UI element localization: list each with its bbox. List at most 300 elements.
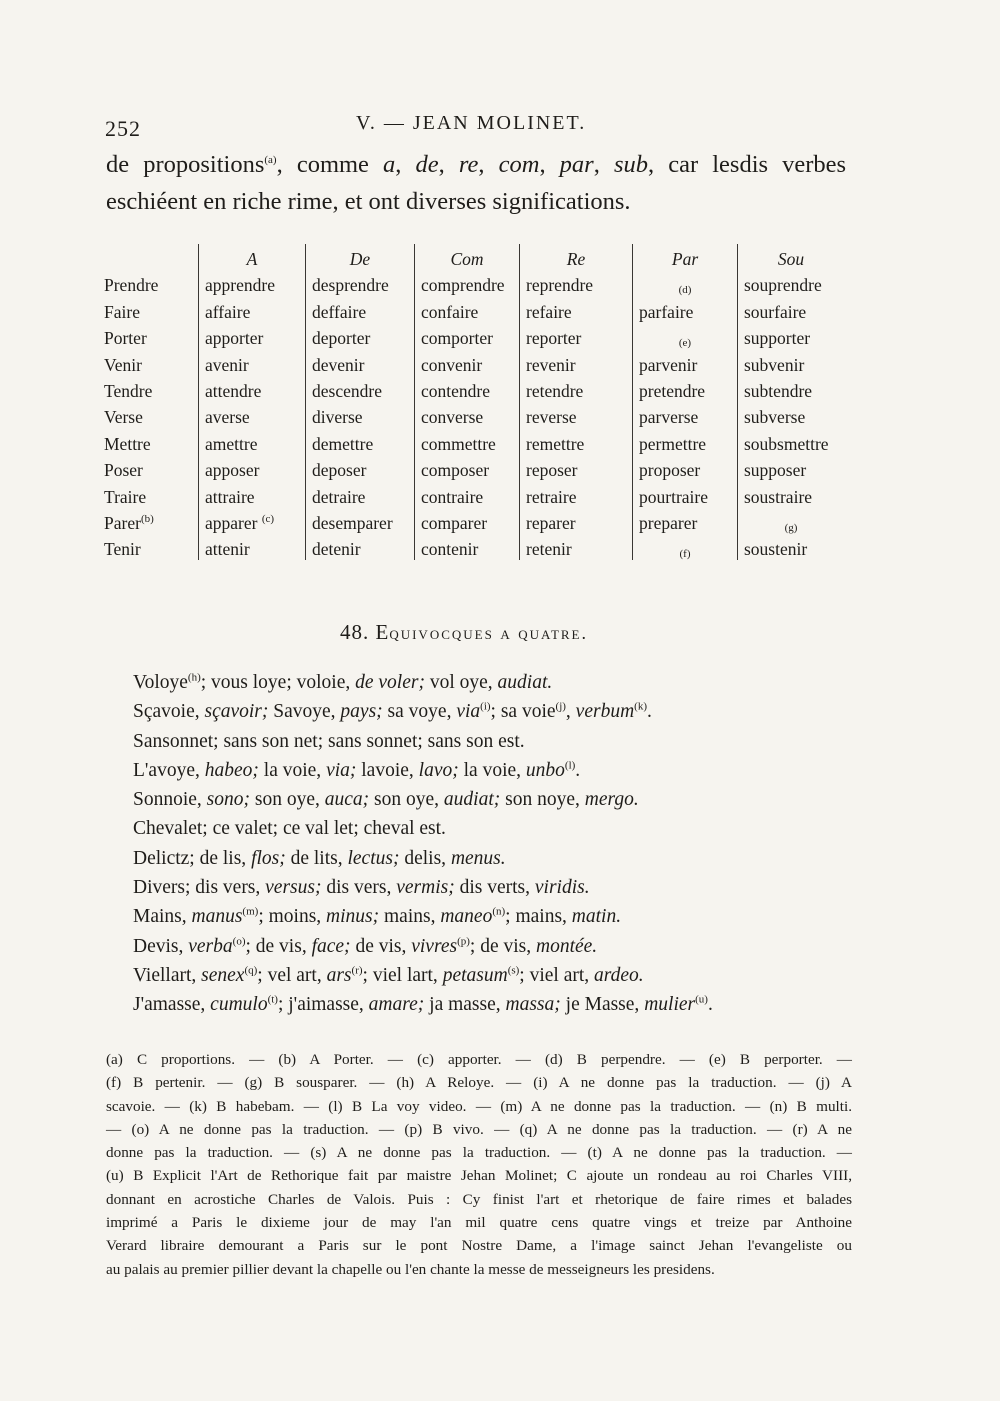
table-cell bbox=[199, 323, 306, 349]
equivoque-text: Viellart, bbox=[133, 964, 202, 986]
cell-text: amettre bbox=[205, 433, 258, 454]
equivoque-text: J'amasse, bbox=[133, 994, 211, 1016]
footnote-ref: (h) bbox=[187, 671, 201, 684]
latin-gloss: viridis. bbox=[534, 877, 590, 899]
table-cell bbox=[633, 534, 738, 560]
running-title: V. — JEAN MOLINET. bbox=[356, 112, 587, 134]
latin-gloss: verba bbox=[188, 935, 233, 957]
latin-gloss: cumulo bbox=[210, 994, 268, 1016]
equivoque-text: lavoie, bbox=[356, 759, 419, 781]
cell-text: averse bbox=[205, 407, 250, 428]
row-label-text: Prendre bbox=[104, 275, 159, 296]
equivoque-text: je Masse, bbox=[560, 994, 645, 1016]
table-cell bbox=[415, 296, 520, 322]
row-label bbox=[104, 455, 199, 481]
latin-gloss: audiat. bbox=[497, 672, 553, 693]
equivoque-line bbox=[133, 785, 823, 814]
equivoque-text: ; de vis, bbox=[245, 935, 312, 957]
row-label-text: Mettre bbox=[104, 433, 151, 454]
table-cell bbox=[520, 455, 633, 481]
footnote-ref: (a) bbox=[264, 153, 277, 166]
footnote-line: au palais au premier pillier devant la chapelle ou l'en chante la messe de messeigneurs les presidens. bbox=[106, 1260, 715, 1278]
row-label-text: Parer bbox=[104, 512, 141, 533]
intro-text: , car lesdis verbes bbox=[648, 151, 847, 178]
latin-gloss: face; bbox=[311, 935, 351, 957]
footnote-ref: (o) bbox=[232, 935, 246, 948]
cell-text: parfaire bbox=[639, 301, 694, 322]
latin-gloss: auca; bbox=[324, 789, 370, 811]
latin-gloss: ars bbox=[326, 964, 352, 986]
cell-text: parvenir bbox=[639, 354, 698, 375]
footnote-ref: (s) bbox=[507, 964, 520, 977]
equivoque-text: Sçavoie, bbox=[133, 701, 205, 723]
table-cell bbox=[738, 455, 845, 481]
cell-text: apparer bbox=[205, 512, 258, 533]
table-cell bbox=[520, 349, 633, 375]
row-label bbox=[104, 296, 199, 322]
table-cell bbox=[306, 376, 415, 402]
prefix-word: de bbox=[415, 151, 439, 178]
table-cell bbox=[415, 349, 520, 375]
table-cell bbox=[415, 508, 520, 534]
equivoque-line bbox=[133, 902, 823, 931]
row-label bbox=[104, 323, 199, 349]
footnote-ref: (i) bbox=[480, 700, 491, 713]
table-cell bbox=[306, 270, 415, 296]
footnote-ref: (k) bbox=[634, 700, 647, 713]
latin-gloss: sçavoir; bbox=[204, 701, 269, 723]
table-cell bbox=[199, 428, 306, 454]
table-cell bbox=[199, 270, 306, 296]
latin-gloss: mulier bbox=[644, 994, 696, 1016]
equivoque-text: dis vers, bbox=[321, 877, 397, 899]
footnotes bbox=[106, 1048, 852, 1281]
table-cell bbox=[415, 323, 520, 349]
equivoque-text: de vis, bbox=[350, 935, 412, 957]
cell-text: reporter bbox=[526, 328, 582, 349]
table-cell bbox=[306, 402, 415, 428]
cell-text: pretendre bbox=[639, 380, 706, 401]
table-cell bbox=[306, 508, 415, 534]
table-row bbox=[104, 428, 844, 454]
cell-text: diverse bbox=[312, 407, 363, 428]
table-row bbox=[104, 323, 844, 349]
cell-text: permettre bbox=[639, 433, 707, 454]
table-cell bbox=[415, 376, 520, 402]
equivoque-text: ; viel art, bbox=[519, 964, 595, 986]
equivoque-text: mains, bbox=[379, 906, 441, 928]
latin-gloss: via; bbox=[326, 759, 357, 781]
latin-gloss: sono; bbox=[206, 789, 251, 811]
latin-gloss: montée. bbox=[536, 935, 598, 957]
latin-gloss: ardeo. bbox=[594, 964, 644, 986]
footnote-ref: (n) bbox=[492, 905, 506, 918]
row-label bbox=[104, 508, 199, 534]
footnote-ref: (b) bbox=[140, 513, 154, 526]
footnote-line: donne pas la traduction. — (s) A ne donne pas la traduction. — (t) A ne donne pas la traduction. — bbox=[106, 1144, 852, 1162]
row-label-text: Traire bbox=[104, 486, 147, 507]
table-cell bbox=[633, 349, 738, 375]
cell-text: subvenir bbox=[744, 354, 805, 375]
cell-text: commettre bbox=[421, 433, 496, 454]
table-cell bbox=[520, 323, 633, 349]
table-cell bbox=[738, 376, 845, 402]
table-row bbox=[104, 296, 844, 322]
cell-text: preparer bbox=[639, 512, 698, 533]
table-cell bbox=[415, 428, 520, 454]
section-heading bbox=[340, 620, 588, 645]
cell-text: supposer bbox=[744, 460, 807, 481]
equivoque-text: L'avoye, bbox=[133, 759, 205, 781]
footnote-line: scavoie. — (k) B habebam. — (l) B La voy video. — (m) A ne donne pas la traduction. — (n) B multi. bbox=[106, 1097, 852, 1115]
table-cell bbox=[199, 534, 306, 560]
latin-gloss: unbo bbox=[525, 759, 565, 781]
column-header: Par bbox=[633, 244, 738, 270]
table-cell bbox=[738, 270, 845, 296]
footnote-ref: (l) bbox=[564, 759, 576, 772]
footnote-line: (a) C proportions. — (b) A Porter. — (c) apporter. — (d) B perpendre. — (e) B perporter. — bbox=[106, 1051, 852, 1068]
table-cell bbox=[415, 402, 520, 428]
column-header: De bbox=[306, 244, 415, 270]
latin-gloss: via bbox=[456, 701, 481, 723]
cell-text: reprendre bbox=[526, 275, 594, 296]
cell-text: descendre bbox=[312, 380, 382, 401]
table-cell bbox=[633, 455, 738, 481]
latin-gloss: versus; bbox=[265, 877, 322, 899]
footnote-ref: (c) bbox=[261, 513, 275, 526]
cell-text: deposer bbox=[312, 460, 367, 481]
equivoque-text: son noye, bbox=[500, 789, 585, 811]
cell-text: subverse bbox=[744, 407, 806, 428]
cell-text: composer bbox=[421, 460, 490, 481]
column-header: Com bbox=[415, 244, 520, 270]
cell-text: comparer bbox=[421, 512, 488, 533]
equivoque-text: . bbox=[707, 994, 713, 1016]
cell-text: devenir bbox=[312, 354, 365, 375]
cell-text: parverse bbox=[639, 407, 699, 428]
table-cell bbox=[520, 481, 633, 507]
table-cell bbox=[520, 508, 633, 534]
footnote-line: imprimé a Paris le dixieme jour de may l'an mil quatre cens quatre vings et treize par Anthoine bbox=[106, 1214, 852, 1232]
table-cell bbox=[306, 534, 415, 560]
cell-text: supporter bbox=[744, 328, 811, 349]
table-row bbox=[104, 455, 844, 481]
equivoque-text: ; vous loye; voloie, bbox=[200, 672, 356, 693]
equivoque-line: Sansonnet; sans son net; sans sonnet; sans son est. bbox=[133, 730, 525, 752]
row-label-text: Tendre bbox=[104, 380, 153, 401]
table-cell bbox=[738, 508, 845, 534]
cell-text: apposer bbox=[205, 460, 260, 481]
equivoque-text: , bbox=[565, 701, 576, 723]
latin-gloss: audiat; bbox=[443, 789, 501, 811]
equivoque-text: Mains, bbox=[133, 906, 192, 928]
row-label bbox=[104, 376, 199, 402]
table-cell bbox=[415, 270, 520, 296]
footnote-ref: (p) bbox=[457, 935, 470, 948]
table-cell bbox=[306, 481, 415, 507]
section-title-cap: E bbox=[375, 620, 390, 644]
equivoque-line: Chevalet; ce valet; ce val let; cheval est. bbox=[133, 818, 446, 840]
cell-text: contendre bbox=[421, 380, 490, 401]
table-cell bbox=[633, 508, 738, 534]
row-label bbox=[104, 270, 199, 296]
table-cell bbox=[738, 323, 845, 349]
equivoque-text: ; sa voie bbox=[490, 701, 556, 723]
cell-text: comporter bbox=[421, 328, 493, 349]
footnote-ref: (j) bbox=[555, 700, 566, 713]
row-label bbox=[104, 481, 199, 507]
table-cell bbox=[199, 376, 306, 402]
latin-gloss: matin. bbox=[571, 906, 622, 928]
intro-paragraph bbox=[106, 146, 846, 220]
equivoque-text: ; j'aimasse, bbox=[277, 994, 369, 1016]
footnote-line: Verard libraire demourant a Paris sur le pont Nostre Dame, a l'image sainct Jehan l'evangeliste ou bbox=[106, 1237, 852, 1255]
cell-text: desprendre bbox=[312, 275, 389, 296]
latin-gloss: menus. bbox=[450, 847, 506, 869]
table-cell bbox=[633, 323, 738, 349]
table-row bbox=[104, 508, 844, 534]
cell-text: revenir bbox=[526, 354, 576, 375]
row-label-text: Tenir bbox=[104, 539, 141, 560]
cell-text: proposer bbox=[639, 460, 701, 481]
cell-text: reverse bbox=[526, 407, 577, 428]
table-cell bbox=[306, 323, 415, 349]
latin-gloss: verbum bbox=[575, 701, 635, 723]
equivoque-text: ; de vis, bbox=[469, 935, 536, 957]
footnote-ref: (u) bbox=[695, 993, 708, 1006]
table-cell bbox=[738, 296, 845, 322]
verb-prefix-table bbox=[104, 244, 844, 560]
prefix-word: com bbox=[498, 151, 540, 178]
cell-text: apporter bbox=[205, 328, 264, 349]
cell-text: detenir bbox=[312, 539, 361, 560]
cell-text: reparer bbox=[526, 512, 576, 533]
latin-gloss: mergo. bbox=[584, 789, 639, 811]
row-label-text: Faire bbox=[104, 301, 140, 322]
page-number: 252 bbox=[105, 116, 141, 141]
table-cell bbox=[520, 296, 633, 322]
table-cell bbox=[199, 296, 306, 322]
cell-text: refaire bbox=[526, 301, 572, 322]
intro-line-2: eschiéent en riche rime, et ont diverses significations. bbox=[106, 188, 631, 215]
prefix-word: re bbox=[458, 151, 479, 178]
row-label-text: Venir bbox=[104, 354, 142, 375]
cell-text: apprendre bbox=[205, 275, 275, 296]
table-cell bbox=[306, 349, 415, 375]
equivoque-line bbox=[133, 844, 823, 873]
row-label bbox=[104, 428, 199, 454]
table-cell bbox=[738, 534, 845, 560]
equivoque-line bbox=[133, 668, 823, 697]
table-row bbox=[104, 481, 844, 507]
table-cell bbox=[199, 481, 306, 507]
table-cell bbox=[738, 428, 845, 454]
equivoque-line bbox=[133, 756, 823, 785]
table-cell bbox=[520, 534, 633, 560]
row-label-text: Poser bbox=[104, 460, 143, 481]
equivoque-text: . bbox=[646, 701, 652, 723]
equivoque-text: ja masse, bbox=[424, 994, 506, 1016]
table-cell bbox=[633, 402, 738, 428]
cell-text: demettre bbox=[312, 433, 374, 454]
table-row bbox=[104, 402, 844, 428]
cell-text: soustraire bbox=[744, 486, 813, 507]
footnote-line: — (o) A ne donne pas la traduction. — (p) B vivo. — (q) A ne donne pas la traduction. — (r) A ne bbox=[106, 1120, 852, 1138]
latin-gloss: maneo bbox=[440, 906, 493, 928]
row-label bbox=[104, 402, 199, 428]
cell-text: attendre bbox=[205, 380, 262, 401]
column-header: Sou bbox=[738, 244, 845, 270]
table-cell bbox=[633, 428, 738, 454]
cell-text: souprendre bbox=[744, 275, 822, 296]
cell-text: convenir bbox=[421, 354, 483, 375]
table-cell bbox=[306, 428, 415, 454]
cell-text: sourfaire bbox=[744, 301, 807, 322]
footnote-line: (u) B Explicit l'Art de Rethorique fait par maistre Jehan Molinet; C ajoute un rondeau au roi Charles VIII, bbox=[106, 1167, 852, 1185]
table-cell bbox=[633, 296, 738, 322]
cell-text: (e) bbox=[678, 337, 692, 350]
cell-text: attenir bbox=[205, 539, 250, 560]
cell-text: (g) bbox=[784, 521, 798, 534]
column-header: Re bbox=[520, 244, 633, 270]
equivoque-text: . bbox=[575, 759, 581, 781]
equivoque-line bbox=[133, 932, 823, 961]
latin-gloss: flos; bbox=[251, 847, 286, 869]
equivoque-text: Sonnoie, bbox=[133, 789, 207, 811]
equivoque-text: Divers; dis vers, bbox=[133, 877, 266, 899]
equivoque-text: dis verts, bbox=[454, 877, 535, 899]
table-cell bbox=[738, 402, 845, 428]
equivoque-text: la voie, bbox=[258, 759, 327, 781]
cell-text: detraire bbox=[312, 486, 366, 507]
latin-gloss: de voler; bbox=[355, 672, 425, 693]
table-cell bbox=[633, 481, 738, 507]
cell-text: remettre bbox=[526, 433, 585, 454]
intro-line-1: de propositions$^{(a)}$, comme a, de, re, com, par, sub, car lesdis verbes bbox=[106, 151, 847, 178]
equivoque-text: vol oye, bbox=[424, 672, 498, 693]
latin-gloss: senex bbox=[201, 964, 245, 986]
cell-text: retraire bbox=[526, 486, 577, 507]
table-row bbox=[104, 376, 844, 402]
footnote-ref: (q) bbox=[244, 964, 258, 977]
equivoque-text: ; mains, bbox=[505, 906, 572, 928]
equivoque-line bbox=[133, 990, 823, 1019]
cell-text: retendre bbox=[526, 380, 584, 401]
cell-text: avenir bbox=[205, 354, 249, 375]
latin-gloss: massa; bbox=[505, 994, 561, 1016]
cell-text: subtendre bbox=[744, 380, 813, 401]
footnote-ref: (r) bbox=[351, 964, 363, 977]
cell-text: pourtraire bbox=[639, 486, 708, 507]
latin-gloss: amare; bbox=[368, 994, 425, 1016]
table-cell bbox=[633, 270, 738, 296]
equivoque-text: son oye, bbox=[250, 789, 325, 811]
equivoque-text: ; moins, bbox=[258, 906, 327, 928]
latin-gloss: minus; bbox=[326, 906, 380, 928]
latin-gloss: vermis; bbox=[396, 877, 455, 899]
table-cell bbox=[520, 428, 633, 454]
prefix-word: par bbox=[559, 151, 594, 178]
table-cell bbox=[520, 402, 633, 428]
latin-gloss: vivres bbox=[411, 935, 458, 957]
cell-text: (f) bbox=[679, 548, 691, 561]
table-row bbox=[104, 349, 844, 375]
cell-text: contraire bbox=[421, 486, 484, 507]
equivoque-text: ; vel art, bbox=[257, 964, 327, 986]
intro-text: de propositions bbox=[106, 151, 265, 178]
table-cell bbox=[306, 455, 415, 481]
cell-text: soustenir bbox=[744, 539, 808, 560]
row-label bbox=[104, 534, 199, 560]
prefix-word: sub bbox=[613, 151, 648, 178]
section-title: quivocques a quatre. bbox=[389, 623, 588, 643]
table-cell bbox=[738, 349, 845, 375]
row-label bbox=[104, 349, 199, 375]
latin-gloss: pays; bbox=[340, 701, 383, 723]
equivoque-text: Delictz; de lis, bbox=[133, 847, 252, 869]
table-cell bbox=[199, 349, 306, 375]
cell-text: deporter bbox=[312, 328, 371, 349]
table-cell bbox=[199, 455, 306, 481]
cell-text: contenir bbox=[421, 539, 479, 560]
table-cell bbox=[415, 455, 520, 481]
cell-text: desemparer bbox=[312, 512, 393, 533]
table-cell bbox=[306, 296, 415, 322]
cell-text: soubsmettre bbox=[744, 433, 829, 454]
table-cell bbox=[415, 481, 520, 507]
latin-gloss: lavo; bbox=[418, 759, 459, 781]
cell-text: attraire bbox=[205, 486, 255, 507]
cell-text: confaire bbox=[421, 301, 479, 322]
footnote-line: donnant en acrostiche Charles de Valois. Puis : Cy finist l'art et rhetorique de faire rimes et balades bbox=[106, 1190, 852, 1208]
table-cell bbox=[199, 402, 306, 428]
latin-gloss: habeo; bbox=[204, 759, 259, 781]
cell-text: (d) bbox=[678, 284, 692, 297]
latin-gloss: petasum bbox=[442, 964, 508, 986]
equivoque-text: la voie, bbox=[458, 759, 526, 781]
cell-text: affaire bbox=[205, 301, 251, 322]
prefix-word: a bbox=[383, 151, 396, 178]
table-cell bbox=[738, 481, 845, 507]
table-cell bbox=[520, 270, 633, 296]
section-number: 48. bbox=[340, 620, 370, 644]
equivoque-text: ; viel lart, bbox=[362, 964, 443, 986]
row-label-text: Porter bbox=[104, 328, 147, 349]
table-cell bbox=[199, 508, 306, 534]
footnote-line: (f) B pertenir. — (g) B sousparer. — (h) A Reloye. — (i) A ne donne pas la traduction. — (j) A bbox=[106, 1074, 852, 1092]
equivoque-text: Devis, bbox=[133, 935, 189, 957]
row-label-text: Verse bbox=[104, 407, 143, 428]
latin-gloss: lectus; bbox=[347, 847, 400, 869]
cell-text: comprendre bbox=[421, 275, 505, 296]
table-cell bbox=[415, 534, 520, 560]
cell-text: retenir bbox=[526, 539, 572, 560]
footnote-ref: (t) bbox=[267, 993, 278, 1006]
cell-text: deffaire bbox=[312, 301, 367, 322]
equivoque-text: son oye, bbox=[369, 789, 444, 811]
equivoque-text: Voloye bbox=[133, 672, 188, 693]
cell-text: reposer bbox=[526, 460, 578, 481]
equivoque-line bbox=[133, 697, 823, 726]
table-cell bbox=[520, 376, 633, 402]
equivoque-text: delis, bbox=[399, 847, 451, 869]
footnote-ref: (m) bbox=[242, 905, 259, 918]
equivoques-list bbox=[133, 668, 823, 1020]
table-row bbox=[104, 270, 844, 296]
table-cell bbox=[633, 376, 738, 402]
equivoque-line bbox=[133, 873, 823, 902]
intro-text: , comme bbox=[276, 151, 384, 178]
